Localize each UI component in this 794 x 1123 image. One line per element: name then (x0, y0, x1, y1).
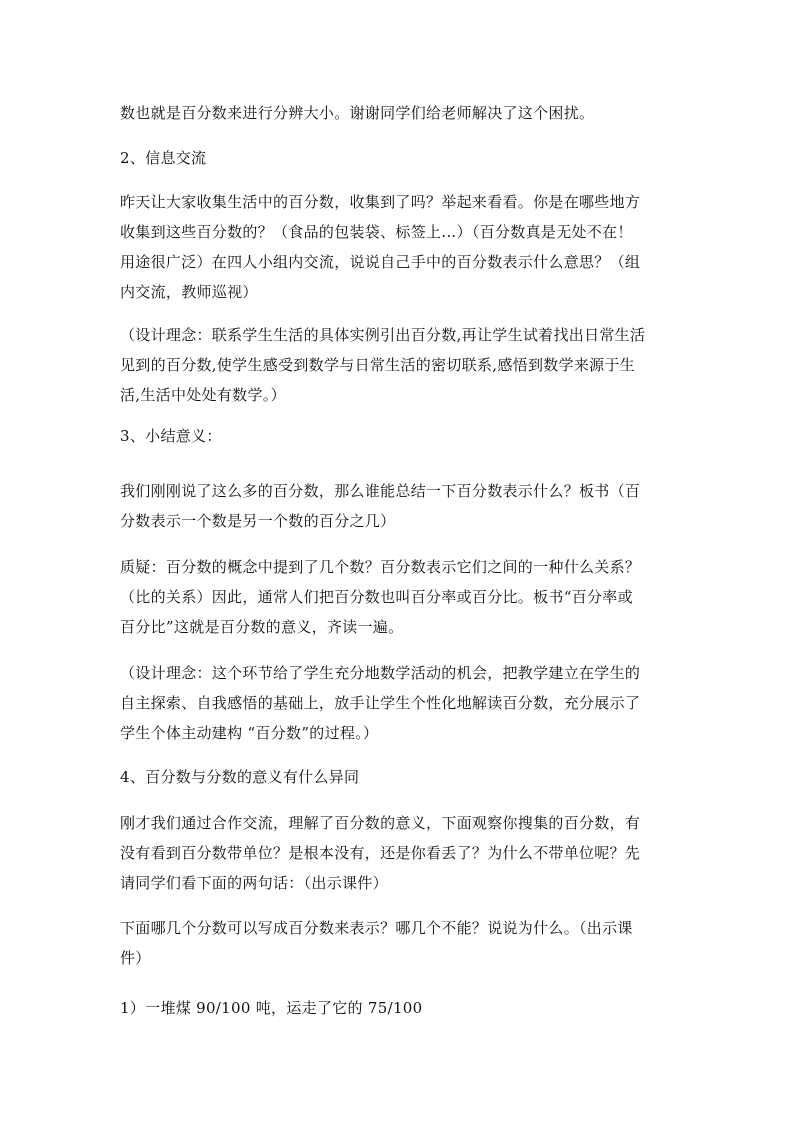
text-line: 3、小结意义： (120, 427, 222, 445)
paragraph-cooperative-exchange (120, 808, 688, 898)
text-line: 刚才我们通过合作交流，理解了百分数的意义，下面观察你搜集的百分数，有 (120, 814, 641, 832)
text-line: 收集到这些百分数的？（食品的包装袋、标签上…）（百分数真是无处不在！ (120, 223, 633, 241)
text-line: 见到的百分数,使学生感受到数学与日常生活的密切联系,感悟到数学来源于生 (120, 356, 636, 374)
heading-summary-meaning (120, 421, 688, 451)
text-line: 下面哪几个分数可以写成百分数来表示？哪几个不能？说说为什么。（出示课 (120, 919, 633, 937)
text-line: （比的关系）因此，通常人们把百分数也叫百分率或百分比。板书“百分率或 (120, 588, 633, 606)
text-line: 1）一堆煤 90/100 吨，运走了它的 75/100 (120, 999, 423, 1017)
paragraph-question (120, 552, 688, 642)
paragraph-summary (120, 476, 688, 536)
text-line: 请同学们看下面的两句话：（出示课件） (120, 874, 388, 892)
text-line: 用途很广泛）在四人小组内交流，说说自己手中的百分数表示什么意思？（组 (120, 253, 641, 271)
heading-compare-percent-fraction (120, 762, 688, 792)
text-line: 活,生活中处处有数学。） (120, 386, 286, 404)
paragraph-example-1 (120, 993, 688, 1023)
text-line: 没有看到百分数带单位？是根本没有，还是你看丢了？为什么不带单位呢？先 (120, 844, 641, 862)
text-line: 分数表示一个数是另一个数的百分之几） (120, 512, 396, 530)
text-line: 内交流，教师巡视） (120, 283, 258, 301)
paragraph-design-concept-1 (120, 320, 688, 410)
text-line: 自主探索、自我感悟的基础上，放手让学生个性化地解读百分数，充分展示了 (120, 694, 641, 712)
text-line: 百分比”这就是百分数的意义，齐读一遍。 (120, 618, 404, 636)
text-line: 学生个体主动建构 “百分数”的过程。） (120, 724, 379, 742)
paragraph-design-concept-2 (120, 658, 688, 748)
text-line: 4、百分数与分数的意义有什么异同 (120, 768, 360, 786)
text-line: （设计理念：这个环节给了学生充分地数学活动的机会，把教学建立在学生的 (120, 664, 641, 682)
text-line: 质疑：百分数的概念中提到了几个数？百分数表示它们之间的一种什么关系？ (120, 558, 641, 576)
paragraph-which-fractions (120, 913, 688, 973)
text-line: 2、信息交流 (120, 149, 207, 167)
paragraph-collect-percentages (120, 187, 688, 307)
heading-info-exchange (120, 143, 688, 173)
text-line: （设计理念：联系学生生活的具体实例引出百分数,再让学生试着找出日常生活 (120, 326, 646, 344)
paragraph-continuation (120, 98, 688, 128)
text-line: 昨天让大家收集生活中的百分数，收集到了吗？举起来看看。你是在哪些地方 (120, 193, 641, 211)
text-line: 数也就是百分数来进行分辨大小。谢谢同学们给老师解决了这个困扰。 (120, 104, 595, 122)
text-line: 件） (120, 949, 151, 967)
text-line: 我们刚刚说了这么多的百分数，那么谁能总结一下百分数表示什么？板书（百 (120, 482, 641, 500)
